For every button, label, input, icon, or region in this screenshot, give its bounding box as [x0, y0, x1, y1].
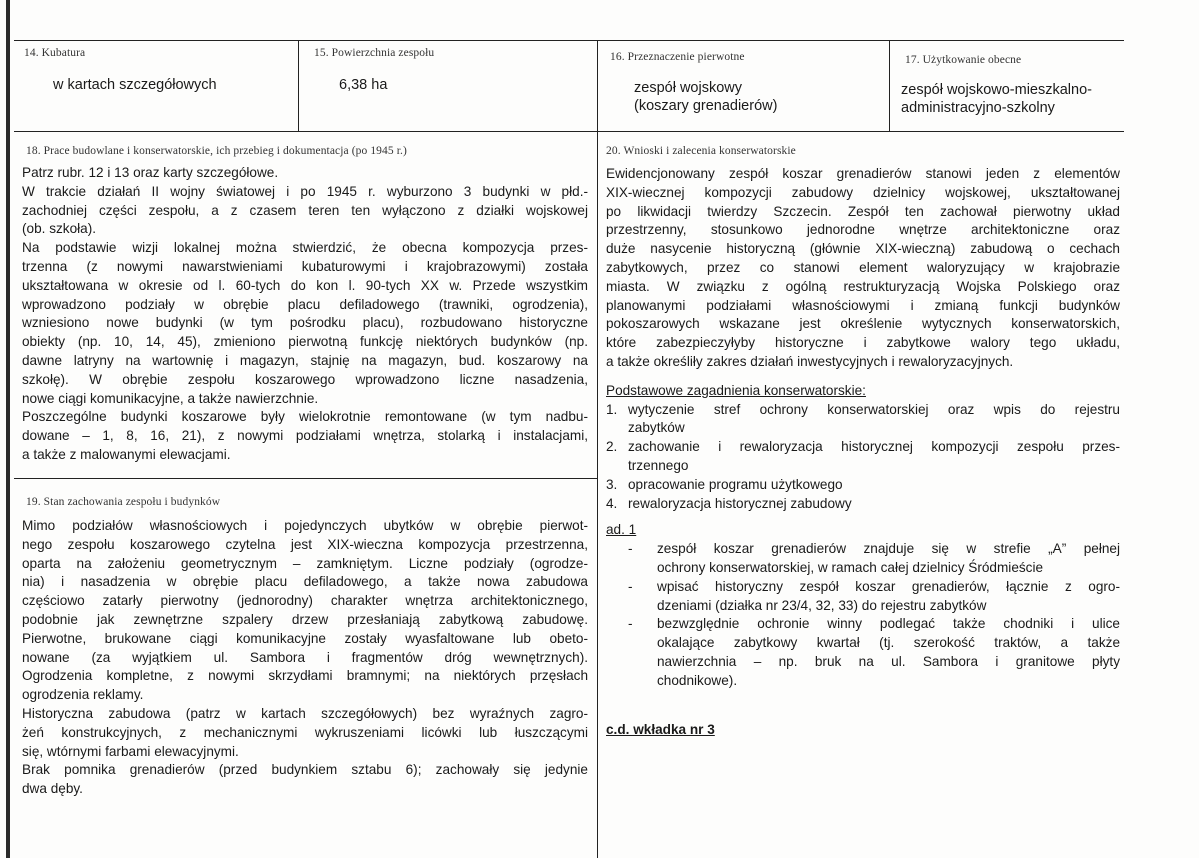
list-item: [606, 401, 1120, 439]
text-line: Na podstawie wizji lokalnej można stwierdzić, że obecna kompozycja przes-: [22, 240, 588, 256]
ad-1-heading: ad. 1: [606, 522, 637, 538]
text-line: wzniesiono nowe budynki (w tym pośrodku placu), rozbudowano historyczne: [22, 315, 588, 331]
text-line: się, wtórnymi farbami elewacyjnymi.: [22, 743, 239, 759]
cell-19-header: 19. Stan zachowania zespołu i budynków: [26, 496, 221, 508]
text-line: częściowo zatarły pierwotny (jednorodny) charakter wnętrza architektonicznego,: [22, 593, 588, 609]
text-line: Mimo podziałów własnościowych i pojedynczych ubytków w obrębie pierwot-: [22, 518, 588, 533]
text-line: zabytkowych, przez co stanowi element waloryzujący w krajobrazie: [606, 259, 1120, 275]
list-number: 2.: [606, 439, 618, 455]
cell-18-header: 18. Prace budowlane i konserwatorskie, ich przebieg i dokumentacja (po 1945 r.): [26, 145, 407, 157]
cell-16-header: 16. Przeznaczenie pierwotne: [610, 51, 745, 63]
text-line: Poszczególne budynki koszarowe były wielokrotnie remontowane (w tym nadbu-: [22, 409, 588, 425]
text-line: miasta. W związku z ogólną restrukturyzacją Wojska Polskiego oraz: [606, 278, 1120, 294]
ad-item: [606, 578, 1120, 616]
divider-14-15: [298, 40, 299, 131]
text-line: dwa dęby.: [22, 781, 83, 797]
text-line: pokoszarowych wskazane jest określenie wytycznych konserwatorskich,: [606, 316, 1120, 332]
header-row-bottom-border: [14, 131, 1124, 132]
text-line: wprowadzono podziały w obrębie placu defiladowego (trawniki, ogrodzenia),: [22, 296, 588, 312]
cell-14-value: w kartach szczegółowych: [53, 77, 217, 93]
dash-bullet: -: [628, 578, 633, 594]
cell-17-uzytkowanie: [901, 54, 1092, 116]
cell-18-body: [22, 164, 588, 465]
list-line: opracowanie programu użytkowego: [628, 476, 843, 492]
scan-left-edge: [6, 0, 10, 858]
text-line: Ogrodzenia kompletne, z nowymi skrzydłami bramnymi; na niektórych przęsłach: [22, 668, 588, 684]
list-item: [606, 476, 1120, 495]
list-line: wytyczenie stref ochrony konserwatorskiej oraz wpis do rejestru: [628, 401, 1120, 417]
cell-16-value-line: (koszary grenadierów): [634, 98, 778, 114]
text-line: Patrz rubr. 12 i 13 oraz karty szczegółowe.: [22, 165, 279, 180]
ad-line: okalające zabytkowy kwartał (tj. szerokość traktów, a także: [657, 635, 1120, 651]
cell-17-value-line: administracyjno-szkolny: [901, 100, 1055, 116]
text-line: po likwidacji twierdzy Szczecin. Zespół ten zachował pierwotny układ: [606, 203, 1120, 219]
text-line: ogrodzenia reklamy.: [22, 687, 144, 703]
dash-bullet: -: [628, 541, 633, 557]
cell-20-header: 20. Wnioski i zalecenia konserwatorskie: [606, 145, 796, 157]
conservation-issues-heading: Podstawowe zagadnienia konserwatorskie:: [606, 382, 866, 398]
cell-15-powierzchnia: [314, 47, 435, 93]
top-border: [14, 40, 1124, 41]
ad-line: dzeniami (działka nr 23/4, 32, 33) do rejestru zabytków: [657, 597, 987, 613]
ad-1-list: [606, 540, 1120, 690]
ad-line: chodnikowe).: [657, 672, 738, 688]
ad-line: bezwzględnie ochronie winny podlegać także chodniki i ulice: [657, 616, 1120, 632]
ad-line: wpisać historyczny zespół koszar grenadierów, łącznie z ogro-: [657, 578, 1120, 594]
text-line: dawne latryny na wartownię i magazyn, stajnię na magazyn, bud. koszarowy na: [22, 352, 588, 368]
list-line: trzennego: [628, 457, 689, 473]
text-line: dowane – 1, 8, 16, 21), z nowymi podziałami wnętrza, stolarką i instalacjami,: [22, 428, 588, 444]
cell-17-header: 17. Użytkowanie obecne: [905, 54, 1022, 66]
text-line: W trakcie działań II wojny światowej i po 1945 r. wyburzono 3 budynki w płd.-: [22, 183, 588, 199]
cell-17-value: [901, 81, 1092, 117]
divider-16-17: [889, 40, 890, 131]
ad-line: nawierzchnia – np. bruk na ul. Sambora i granitowe płyty: [657, 653, 1120, 669]
text-line: przestrzenny, stosunkowo jednorodne wnętrze architektoniczne oraz: [606, 222, 1120, 238]
list-line: rewaloryzacja historycznej zabudowy: [628, 495, 852, 511]
list-line: zachowanie i rewaloryzacja historycznej kompozycji zespołu przes-: [628, 439, 1120, 455]
cell-20-wnioski: [606, 145, 1120, 739]
continuation-note: c.d. wkładka nr 3: [606, 721, 715, 737]
cell-14-header: 14. Kubatura: [24, 47, 86, 59]
text-line: obiekty (np. 10, 14, 45), zmieniono pierwotną funkcję niektórych budynków (np.: [22, 334, 588, 350]
ad-line: zespół koszar grenadierów znajduje się w strefie „A” pełnej: [657, 541, 1120, 557]
cell-18-prace-budowlane: [22, 145, 588, 465]
list-item: [606, 438, 1120, 476]
cell-16-przeznaczenie: [610, 51, 778, 114]
cell-14-kubatura: [24, 47, 217, 93]
text-line: Historyczna zabudowa (patrz w kartach szczegółowych) bez wyraźnych zagro-: [22, 705, 588, 721]
cell-16-value-line: zespół wojskowy: [634, 80, 742, 96]
cell-19-stan-zachowania: [22, 496, 588, 799]
dash-bullet: -: [628, 616, 633, 632]
text-line: żeń konstrukcyjnych, z mechanicznymi wykruszeniami licówki lub łuszczącymi: [22, 724, 588, 740]
text-line: ukształtowana w okresie od l. 60-tych do kon l. 90-tych XX w. Przede wszystkim: [22, 277, 588, 293]
conservation-issues-list: [606, 401, 1120, 514]
text-line: nia) i nasadzenia w obrębie placu defiladowego, a także nowa zabudowa: [22, 574, 588, 590]
text-line: nego zespołu koszarowego czytelna jest XIX-wieczna kompozycja przestrzenna,: [22, 536, 588, 552]
text-line: które zabezpieczyłyby historyczne i zabytkowe walory tego układu,: [606, 335, 1120, 351]
text-line: szkołę). W obrębie zespołu koszarowego wprowadzono liczne nasadzenia,: [22, 371, 588, 387]
list-number: 1.: [606, 401, 618, 417]
ad-item: [606, 615, 1120, 690]
text-line: (ob. szkoła).: [22, 221, 97, 237]
cell-15-header: 15. Powierzchnia zespołu: [314, 47, 435, 59]
text-line: nowe ciągi komunikacyjne, a także nawierzchnie.: [22, 390, 319, 406]
text-line: oparta na założeniu geometrycznym – zamkniętym. Liczne podziały (ogrodze-: [22, 555, 588, 571]
cell-20-body: [606, 165, 1120, 372]
text-line: Pierwotne, brukowane ciągi komunikacyjne zostały wyasfaltowane lub obeto-: [22, 630, 588, 646]
cell-16-value: [634, 79, 777, 115]
divider-main: [597, 40, 598, 858]
text-line: a także określiły zakres działań inwestycyjnych i rewaloryzacyjnych.: [606, 353, 1014, 369]
cell-17-value-line: zespół wojskowo-mieszkalno-: [901, 82, 1092, 98]
text-line: duże nasycenie historyczną (głównie XIX-wieczną) zabudową o cechach: [606, 241, 1120, 257]
text-line: Brak pomnika grenadierów (przed budynkiem sztabu 6); zachowały się jedynie: [22, 762, 588, 778]
list-number: 3.: [606, 476, 618, 492]
text-line: trzenna (z nowymi nawarstwieniami kubaturowymi i krajobrazowymi) została: [22, 258, 588, 274]
text-line: a także z malowanymi elewacjami.: [22, 446, 231, 462]
middle-left-divider: [14, 478, 598, 479]
text-line: Ewidencjonowany zespół koszar grenadierów stanowi jeden z elementów: [606, 166, 1120, 181]
ad-item: [606, 540, 1120, 578]
list-line: zabytków: [628, 420, 685, 436]
text-line: zachodniej części zespołu, a z czasem teren ten wyłączono z działki wojskowej: [22, 202, 588, 218]
cell-19-body: [22, 517, 588, 799]
list-item: [606, 495, 1120, 514]
list-number: 4.: [606, 495, 618, 511]
text-line: planowanymi podziałami własnościowymi i zmianą funkcji budynków: [606, 297, 1120, 313]
cell-15-value: 6,38 ha: [339, 77, 388, 93]
text-line: nowane (za wyjątkiem ul. Sambora i fragmentów dróg wewnętrznych).: [22, 649, 588, 665]
text-line: podobnie jak zewnętrzne szpalery drzew przesłaniają zabytkową zabudowę.: [22, 611, 588, 627]
text-line: XIX-wiecznej kompozycji zabudowy dzielnicy wojskowej, ukształtowanej: [606, 184, 1120, 200]
ad-line: ochrony konserwatorskiej, w ramach całej dzielnicy Śródmieście: [657, 559, 1044, 575]
